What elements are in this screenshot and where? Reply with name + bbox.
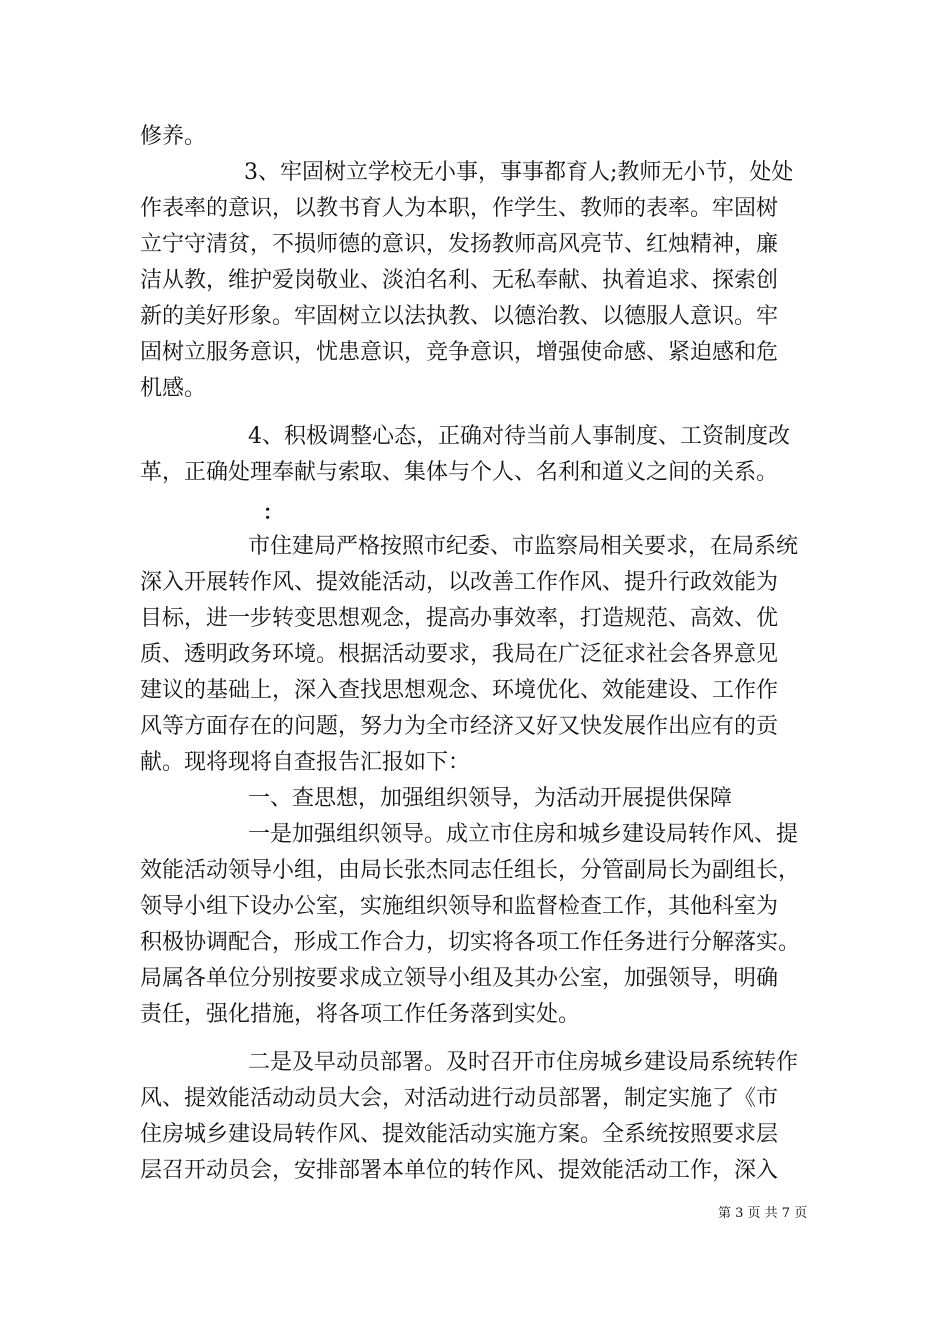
text-line: 住房城乡建设局转作风、提效能活动实施方案。全系统按照要求层: [140, 1122, 779, 1147]
text-line: 4、积极调整心态，正确对待当前人事制度、工资制度改: [248, 424, 790, 449]
text-line: 立宁守清贫，不损师德的意识，发扬教师高风亮节、红烛精神，廉: [140, 232, 779, 257]
text-line: 质、透明政务环境。根据活动要求，我局在广泛征求社会各界意见: [140, 642, 779, 667]
text-line: 固树立服务意识，忧患意识，竞争意识，增强使命感、紧迫感和危: [140, 340, 779, 365]
text-line: 风等方面存在的问题，努力为全市经济又好又快发展作出应有的贡: [140, 714, 779, 739]
text-line: 建议的基础上，深入查找思想观念、环境优化、效能建设、工作作: [140, 678, 779, 703]
text-line: 修养。: [140, 124, 207, 149]
page-number: 第 3 页 共 7 页: [718, 1206, 808, 1221]
section-heading: 一、查思想，加强组织领导，为活动开展提供保障: [248, 786, 733, 811]
text-line: 目标，进一步转变思想观念，提高办事效率，打造规范、高效、优: [140, 606, 779, 631]
text-line: 责任，强化措施，将各项工作任务落到实处。: [140, 1002, 581, 1027]
text-line: 献。现将现将自查报告汇报如下：: [140, 750, 471, 775]
text-line: 领导小组下设办公室，实施组织领导和监督检查工作，其他科室为: [140, 894, 779, 919]
text-line: 二是及早动员部署。及时召开市住房城乡建设局系统转作: [248, 1050, 799, 1075]
text-line: 层召开动员会，安排部署本单位的转作风、提效能活动工作，深入: [140, 1158, 779, 1183]
section-separator: ：: [263, 500, 283, 524]
text-line: 深入开展转作风、提效能活动，以改善工作作风、提升行政效能为: [140, 570, 779, 595]
text-line: 洁从教，维护爱岗敬业、淡泊名利、无私奉献、执着追求、探索创: [140, 268, 779, 293]
text-line: 局属各单位分别按要求成立领导小组及其办公室，加强领导，明确: [140, 966, 779, 991]
text-line: 效能活动领导小组，由局长张杰同志任组长，分管副局长为副组长，: [140, 858, 801, 883]
text-line: 作表率的意识，以教书育人为本职，作学生、教师的表率。牢固树: [140, 196, 779, 221]
text-line: 一是加强组织领导。成立市住房和城乡建设局转作风、提: [248, 822, 799, 847]
text-line: 积极协调配合，形成工作合力，切实将各项工作任务进行分解落实。: [140, 930, 801, 955]
text-line: 风、提效能活动动员大会，对活动进行动员部署，制定实施了《市: [140, 1086, 779, 1111]
text-line: 市住建局严格按照市纪委、市监察局相关要求，在局系统: [248, 534, 799, 559]
text-line: 机感。: [140, 376, 207, 401]
text-line: 3、牢固树立学校无小事，事事都育人;教师无小节，处处: [244, 160, 794, 185]
text-line: 革，正确处理奉献与索取、集体与个人、名利和道义之间的关系。: [140, 460, 779, 485]
text-line: 新的美好形象。牢固树立以法执教、以德治教、以德服人意识。牢: [140, 304, 779, 329]
